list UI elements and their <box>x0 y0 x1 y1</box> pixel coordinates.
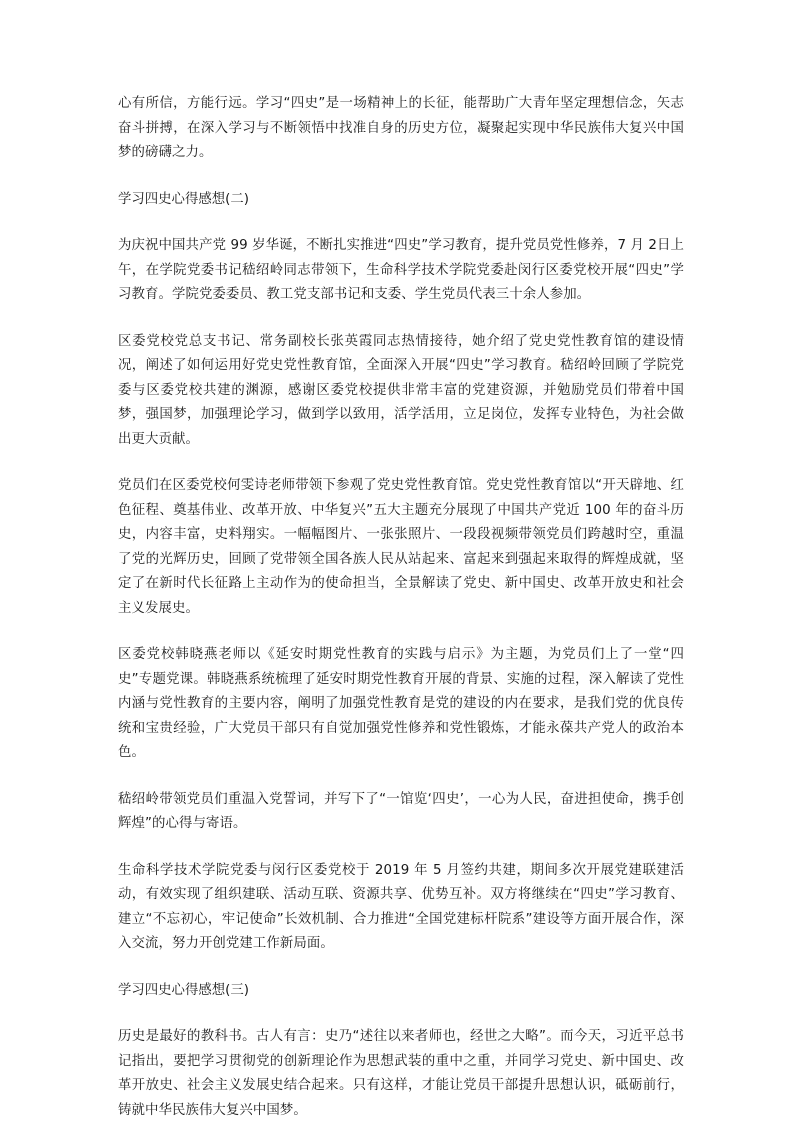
paragraph-intro: 心有所信，方能行远。学习“四史”是一场精神上的长征，能帮助广大青年坚定理想信念，矢志奋斗拼搏，在深入学习与不断领悟中找准自身的历史方位，凝聚起实现中华民族伟大复兴中国梦的磅礴之力。 <box>118 96 684 160</box>
section-heading-3: 学习四史心得感想(三) <box>118 982 249 998</box>
document-body <box>118 92 684 1145</box>
paragraph-history-textbook: 历史是最好的教科书。古人有言：史乃“述往以来者师也，经世之大略”。而今天，习近平总书记指出，要把学习贯彻党的创新理论作为思想武装的重中之重，并同学习党史、新中国史、改革开放史、社会主义发展史结合起来。只有这样，才能让党员干部提升思想认识，砥砺前行，铸就中华民族伟大复兴中国梦。 <box>118 1029 684 1118</box>
paragraph-oath: 嵇绍岭带领党员们重温入党誓词，并写下了“一馆览‘四史’，一心为人民，奋进担使命，携手创辉煌”的心得与寄语。 <box>118 791 684 831</box>
paragraph-cooperation: 生命科学技术学院党委与闵行区委党校于 2019 年 5 月签约共建，期间多次开展党建联建活动，有效实现了组织建联、活动互联、资源共享、优势互补。双方将继续在“四史”学习教育、建立“不忘初心，牢记使命”长效机制、合力推进“全国党建标杆院系”建设等方面开展合作，深入交流，努力开创党建工作新局面。 <box>118 862 684 951</box>
paragraph-reception: 区委党校党总支书记、常务副校长张英霞同志热情接待，她介绍了党史党性教育馆的建设情况，阐述了如何运用好党史党性教育馆，全面深入开展“四史”学习教育。嵇绍岭回顾了学院党委与区委党校共建的渊源，感谢区委党校提供非常丰富的党建资源，并勉励党员们带着中国梦，强国梦，加强理论学习，做到学以致用，活学活用，立足岗位，发挥专业特色，为社会做出更大贡献。 <box>118 333 684 447</box>
paragraph-museum-visit: 党员们在区委党校何雯诗老师带领下参观了党史党性教育馆。党史党性教育馆以“开天辟地、红色征程、奠基伟业、改革开放、中华复兴”五大主题充分展现了中国共产党近 100 年的奋斗历史，内容丰富，史料翔实。一幅幅图片、一张张照片、一段段视频带领党员们跨越时空，重温了党的光辉历史，回顾了党带领全国各族人民从站起来、富起来到强起来取得的辉煌成就，坚定了在新时代长征路上主动作为的使命担当，全景解读了党史、新中国史、改革开放史和社会主义发展史。 <box>118 478 684 616</box>
paragraph-celebration: 为庆祝中国共产党 99 岁华诞，不断扎实推进“四史”学习教育，提升党员党性修养，7 月 2日上午，在学院党委书记嵇绍岭同志带领下，生命科学技术学院党委赴闵行区委党校开展“四史”学习教育。学院党委委员、教工党支部书记和支委、学生党员代表三十余人参加。 <box>118 238 684 302</box>
paragraph-lecture: 区委党校韩晓燕老师以《延安时期党性教育的实践与启示》为主题，为党员们上了一堂“四史”专题党课。韩晓燕系统梳理了延安时期党性教育开展的背景、实施的过程，深入解读了党性内涵与党性教育的主要内容，阐明了加强党性教育是党的建设的内在要求，是我们党的优良传统和宝贵经验，广大党员干部只有自觉加强党性修养和党性锻炼，才能永葆共产党人的政治本色。 <box>118 647 684 760</box>
section-heading-2: 学习四史心得感想(二) <box>118 191 249 207</box>
